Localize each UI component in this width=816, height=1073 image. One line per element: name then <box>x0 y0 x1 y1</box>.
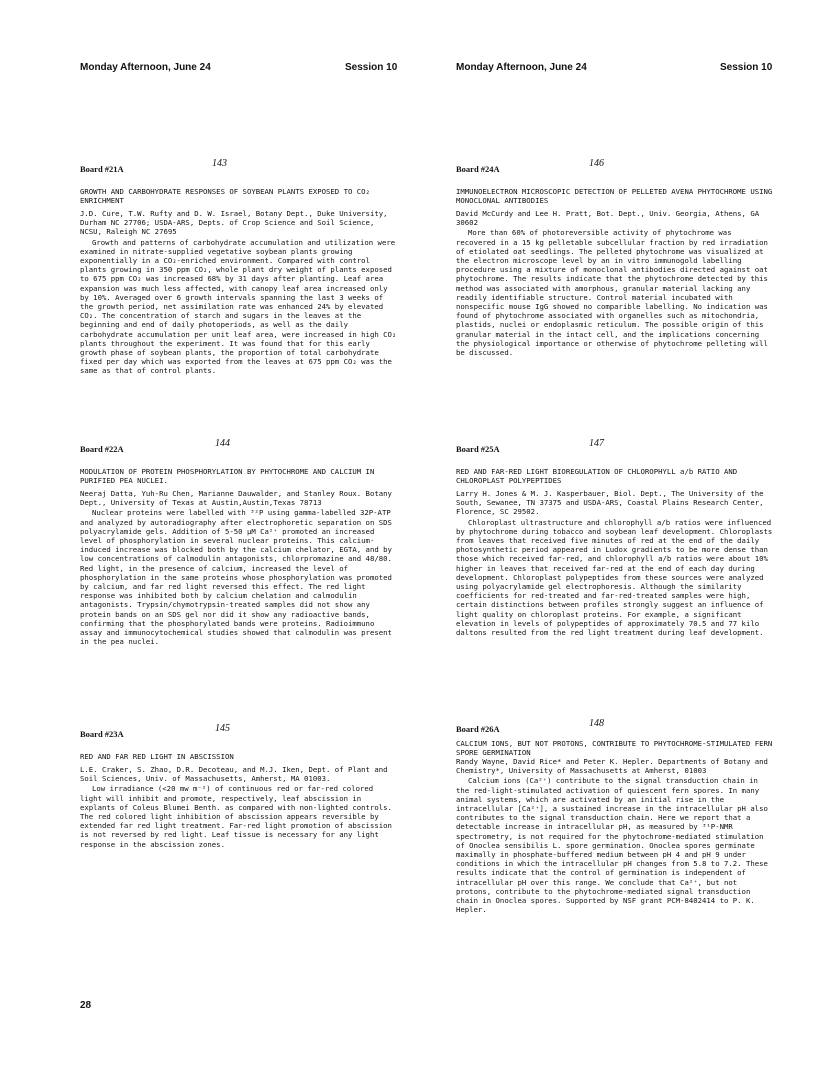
abstract-authors: Larry H. Jones & M. J. Kasperbauer, Biol. Dept., The University of the South, Sewanee, TN 37375 and USDA-ARS, Coastal Plains Research Center, Florence, SC 29502. <box>456 489 764 517</box>
abstract-body: Growth and patterns of carbohydrate accumulation and utilization were examined in nitrate-supplied vegetative soybean plants growing exponentially in a CO₂-enriched environment. Compared with control plants growing in 350 ppm CO₂, whole plant dry weight of plants exposed to 675 ppm CO₂ was increased 68% by 31 days after planting. Leaf area expansion was much less affected, with canopy leaf area increased only by 10%. Averaged over 6 growth intervals spanning the last 3 weeks of the growth period, net assimilation rate was enhanced 24% by elevated CO₂. The concentration of starch and sugars in the leaves at the beginning and end of daily photoperiods, as well as the daily carbohydrate accumulation per unit leaf area, were increased in high CO₂ plants throughout the experiment. It was found that for this early growth phase of soybean plants, the proportion of total carbohydrate fixed per day which was exported from the leaves at 675 ppm CO₂ was the same as that of control plants. <box>80 237 397 376</box>
abstract-body: Low irradiance (<20 mw m⁻²) of continuous red or far-red colored light will inhibit and promote, respectively, leaf abscission in explants of Coleus Blumei Benth. as compared with non-lighted controls. The red colored light inhibition of abscission appears reversible by extended far red light treatment. Far-red light promotion of abscission is not reversed by red light. Leaf tissue is necessary for any light response in the abscission zones. <box>80 784 392 849</box>
abstract-body: Nuclear proteins were labelled with ³²P using gamma-labelled 32P-ATP and analyzed by autoradiography after electrophoretic separation on SDS polyacrylamide gels. Addition of 5-50 µM Ca²⁺ promoted an increased level of phosphorylation in several nuclear proteins. This calcium-induced increase was blocked both by the calcium chelator, EGTA, and by low concentrations of calmodulin antagonists, chlorpromazine and 48/80. Red light, in the presence of calcium, increased the level of phosphorylation in the same proteins whose phosphorylation was promoted by calcium, and far red light reversed this effect. The red light response was inhibited both by calcium chelation and calmodulin antagonists. Trypsin/chymotrypsin-treated samples did not show any protein bands on an SDS gel nor did it show any radioactive bands, confirming that the phosphorylated bands were proteins. Radioimmuno assay and immunocytochemical studies showed that calmodulin was present in the pea nuclei. <box>80 508 392 647</box>
abstract-number: 148 <box>589 718 604 729</box>
abstract-number: 146 <box>589 158 604 169</box>
abstract-authors: L.E. Craker, S. Zhao, D.R. Decoteau, and M.J. Iken, Dept. of Plant and Soil Sciences, Univ. of Massachusetts, Amherst, MA 01003. <box>80 765 388 784</box>
abstract-authors: J.D. Cure, T.W. Rufty and D. W. Israel, Botany Dept., Duke University, Durham NC 27706; USDA-ARS, Depts. of Crop Science and Soil Science, NCSU, Raleigh NC 27695 <box>80 209 388 237</box>
abstract-body: Chloroplast ultrastructure and chlorophyll a/b ratios were influenced by phytochrome during tobacco and soybean leaf development. Chloroplasts from leaves that received five minutes of red at the end of the daily photosynthetic period appeared in Ludox gradients to be more dense than those which received far-red, and chlorophyll a/b ratios were about 10% higher in leaves that received far-red at the end of each day during development. Chloroplast polypeptides from these sources were analyzed using polyacrylamide gel electrophoresis. Although the similarity coefficients for red-treated and far-red-treated samples were high, certain distinctions between profiles strongly suggest an influence of light quality on chloroplast proteins. For example, a significant elevation in levels of polypeptides of approximately 70.5 and 77 kilo daltons resulted from the red light treatment during leaf development. <box>456 517 773 638</box>
abstract-number: 143 <box>212 158 227 169</box>
abstract-144 <box>80 438 398 647</box>
page-number: 28 <box>80 1000 92 1011</box>
abstract-authors: David McCurdy and Lee H. Pratt, Bot. Dept., Univ. Georgia, Athens, GA 30602 <box>456 209 760 228</box>
abstract-number: 147 <box>589 438 604 449</box>
abstract-147 <box>456 438 774 638</box>
running-header-left: Monday Afternoon, June 24 <box>80 62 211 73</box>
session-label-left: Session 10 <box>345 62 398 73</box>
abstract-145 <box>80 723 398 849</box>
board-label: Board #26A <box>456 724 500 734</box>
abstract-authors: Randy Wayne, David Rice* and Peter K. Hepler. Departments of Botany and Chemistry*, University of Massachusetts at Amherst, 01003 <box>456 757 768 776</box>
abstract-title: GROWTH AND CARBOHYDRATE RESPONSES OF SOYBEAN PLANTS EXPOSED TO CO₂ ENRICHMENT <box>80 187 370 205</box>
abstract-title: RED AND FAR-RED LIGHT BIOREGULATION OF CHLOROPHYLL a/b RATIO AND CHLOROPLAST POLYPEPTIDES <box>456 467 738 485</box>
abstract-body: More than 60% of photoreversible activity of phytochrome was recovered in a 15 kg pelletable subcellular fraction by red irradiation of etiolated oat seedlings. The pelleted phytochrome was visualized at the electron microscope level by an in vitro immunogold labelling procedure using a mixture of monoclonal antibodies directed against oat phytochrome. The results indicate that the phytochrome detected by this method was associated with amorphous, granular material lacking any readily identifiable structure. Control material incubated with nonspecific mouse IgG showed no comparible labelling. No indication was found of phytochrome associated with organelles such as mitochondria, plastids, nuclei or endoplasmic reticulum. The possible origin of this granular material in the intact cell, and the implications concerning the physiological importance or otherwise of phytochrome pelleting will be discussed. <box>456 228 768 358</box>
abstract-authors: Neeraj Datta, Yuh-Ru Chen, Marianne Dauwalder, and Stanley Roux. Botany Dept., University of Texas at Austin,Austin,Texas 78713 <box>80 489 392 508</box>
abstract-143 <box>80 158 398 376</box>
board-label: Board #25A <box>456 444 500 454</box>
board-label: Board #21A <box>80 164 124 174</box>
running-header-right: Monday Afternoon, June 24 <box>456 62 587 73</box>
abstract-number: 145 <box>215 723 230 734</box>
abstract-number: 144 <box>215 438 230 449</box>
board-label: Board #23A <box>80 729 124 739</box>
board-label: Board #24A <box>456 164 500 174</box>
session-label-right: Session 10 <box>720 62 773 73</box>
abstract-title: CALCIUM IONS, BUT NOT PROTONS, CONTRIBUTE TO PHYTOCHROME-STIMULATED FERN SPORE GERMINATION <box>456 739 773 757</box>
abstract-148 <box>456 718 774 915</box>
abstract-title: RED AND FAR RED LIGHT IN ABSCISSION <box>80 752 234 761</box>
abstract-title: IMMUNOELECTRON MICROSCOPIC DETECTION OF PELLETED AVENA PHYTOCHROME USING MONOCLONAL ANTIBODIES <box>456 187 773 205</box>
abstract-title: MODULATION OF PROTEIN PHOSPHORYLATION BY PHYTOCHROME AND CALCIUM IN PURIFIED PEA NUCLEI. <box>80 467 375 485</box>
abstract-body: Calcium ions (Ca²⁺) contribute to the signal transduction chain in the red-light-stimulated activation of quiescent fern spores. In many animal systems, which are activated by an initial rise in the intracellular [Ca²⁺], a sustained increase in the intracellular pH also contributes to the signal transduction chain. Here we report that a detectable increase in intracellular pH, as measured by ³¹P-NMR spectrometry, is not required for the phytochrome-mediated stimulation of Onoclea sensibilis L. spore germination. Onoclea spores germinate maximally in phosphate-buffered medium between pH 4 and pH 9 under conditions in which the intracellular pH changes from 5.8 to 7.2. These results indicate that the control of germination is independent of intracellular pH over this range. We conclude that Ca²⁺, but not protons, contribute to the phytochrome-mediated signal transduction chain in Onoclea spores. Supported by NSF grant PCM-8402414 to P. K. Hepler. <box>456 776 768 915</box>
board-label: Board #22A <box>80 444 124 454</box>
abstract-146 <box>456 158 774 358</box>
